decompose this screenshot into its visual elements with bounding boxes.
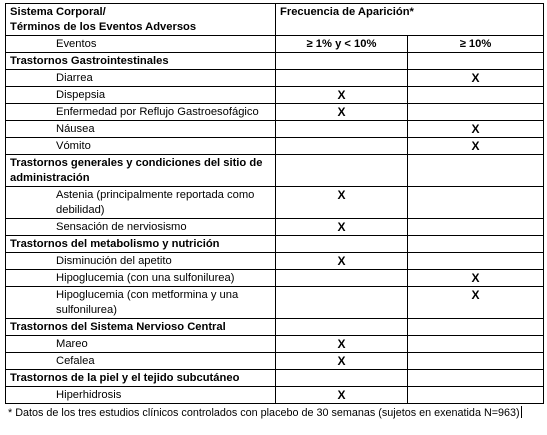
table-row	[6, 138, 544, 155]
freq-low-mark: X	[276, 336, 408, 353]
event-name: Enfermedad por Reflujo Gastroesofágico	[6, 104, 276, 121]
section-title: Trastornos del metabolismo y nutrición	[6, 236, 276, 253]
section-row	[6, 155, 544, 187]
event-name: Hipoglucemia (con metformina y una sulfonilurea)	[6, 287, 276, 319]
section-empty-cell	[276, 370, 408, 387]
footnote-text: * Datos de los tres estudios clínicos controlados con placebo de 30 semanas (sujetos en exenatida N=963)	[8, 407, 520, 419]
table-row	[6, 70, 544, 87]
table-row	[6, 104, 544, 121]
freq-low-header: ≥ 1% y < 10%	[276, 36, 408, 53]
section-empty-cell	[408, 319, 544, 336]
table-row	[6, 87, 544, 104]
event-name: Astenia (principalmente reportada como debilidad)	[6, 187, 276, 219]
header-row	[6, 4, 544, 36]
event-name: Vómito	[6, 138, 276, 155]
section-empty-cell	[408, 155, 544, 187]
section-empty-cell	[276, 155, 408, 187]
freq-high-mark	[408, 336, 544, 353]
section-title: Trastornos generales y condiciones del sitio de administración	[6, 155, 276, 187]
text-cursor	[521, 406, 522, 418]
freq-low-mark	[276, 121, 408, 138]
freq-low-mark: X	[276, 87, 408, 104]
table-row	[6, 353, 544, 370]
event-name: Disminución del apetito	[6, 253, 276, 270]
section-row	[6, 236, 544, 253]
section-title: Trastornos de la piel y el tejido subcutáneo	[6, 370, 276, 387]
freq-high-mark: X	[408, 287, 544, 319]
section-row	[6, 319, 544, 336]
table-row	[6, 270, 544, 287]
freq-low-mark: X	[276, 387, 408, 404]
table-row	[6, 253, 544, 270]
section-empty-cell	[276, 236, 408, 253]
event-name: Hiperhidrosis	[6, 387, 276, 404]
event-name: Diarrea	[6, 70, 276, 87]
table-row	[6, 219, 544, 236]
freq-low-mark: X	[276, 219, 408, 236]
freq-low-mark	[276, 138, 408, 155]
freq-high-mark: X	[408, 138, 544, 155]
freq-high-mark	[408, 219, 544, 236]
table-row	[6, 387, 544, 404]
event-name: Sensación de nerviosismo	[6, 219, 276, 236]
freq-low-mark	[276, 270, 408, 287]
freq-high-mark	[408, 187, 544, 219]
freq-low-mark: X	[276, 187, 408, 219]
freq-low-mark: X	[276, 353, 408, 370]
event-name: Náusea	[6, 121, 276, 138]
table-row	[6, 287, 544, 319]
freq-high-mark	[408, 87, 544, 104]
section-empty-cell	[276, 53, 408, 70]
freq-high-mark	[408, 353, 544, 370]
section-empty-cell	[276, 319, 408, 336]
adverse-events-table	[5, 3, 544, 404]
event-name: Mareo	[6, 336, 276, 353]
header-body-system-line2: Términos de los Eventos Adversos	[10, 21, 197, 33]
footnote	[8, 406, 544, 420]
freq-low-mark	[276, 70, 408, 87]
freq-high-mark	[408, 387, 544, 404]
freq-high-mark: X	[408, 70, 544, 87]
events-label: Eventos	[6, 36, 276, 53]
freq-low-mark	[276, 287, 408, 319]
section-row	[6, 370, 544, 387]
freq-high-mark	[408, 104, 544, 121]
section-empty-cell	[408, 53, 544, 70]
header-frequency-cell: Frecuencia de Aparición*	[276, 4, 544, 36]
section-row	[6, 53, 544, 70]
table-row	[6, 121, 544, 138]
freq-high-mark: X	[408, 270, 544, 287]
freq-high-mark: X	[408, 121, 544, 138]
table-row	[6, 187, 544, 219]
header-body-system-cell	[6, 4, 276, 36]
freq-high-header: ≥ 10%	[408, 36, 544, 53]
section-empty-cell	[408, 236, 544, 253]
event-name: Hipoglucemia (con una sulfonilurea)	[6, 270, 276, 287]
event-name: Cefalea	[6, 353, 276, 370]
freq-high-mark	[408, 253, 544, 270]
table-row	[6, 336, 544, 353]
events-header-row	[6, 36, 544, 53]
section-empty-cell	[408, 370, 544, 387]
header-body-system-line1: Sistema Corporal/	[10, 6, 106, 18]
section-title: Trastornos del Sistema Nervioso Central	[6, 319, 276, 336]
event-name: Dispepsia	[6, 87, 276, 104]
freq-low-mark: X	[276, 104, 408, 121]
freq-low-mark: X	[276, 253, 408, 270]
section-title: Trastornos Gastrointestinales	[6, 53, 276, 70]
